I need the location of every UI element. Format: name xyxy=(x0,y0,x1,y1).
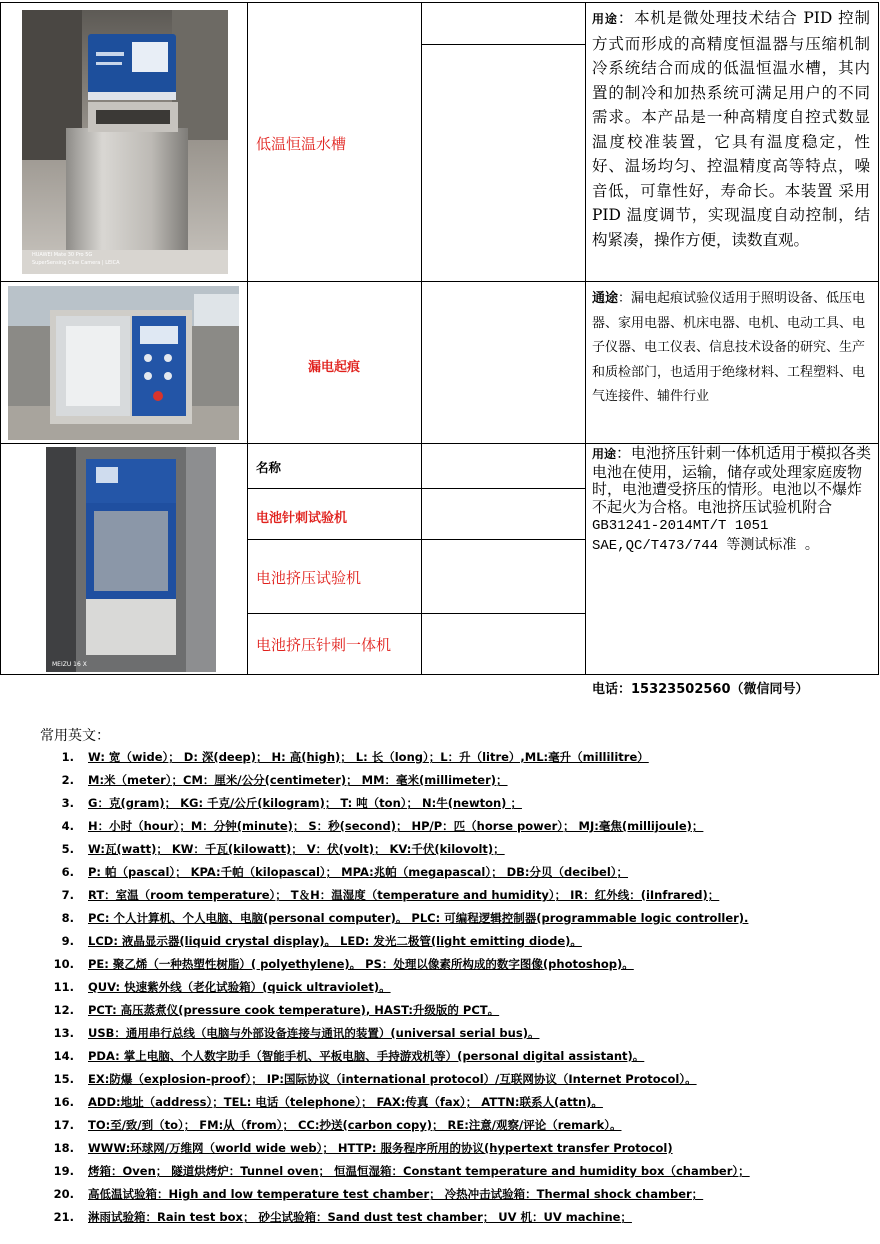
table-border-left xyxy=(0,2,1,675)
vocab-item xyxy=(30,907,870,930)
vocab-item xyxy=(30,861,870,884)
vocab-item xyxy=(30,1137,870,1160)
vocab-text: W: 宽（wide）； D: 深(deep)； H: 高(high)； L: 长（long）；L：升（litre）,ML:毫升（millilitre） xyxy=(88,750,649,764)
vocab-number: 9. xyxy=(61,934,74,948)
vocab-text: W:瓦(watt)； KW：千瓦(kilowatt)； V：伏(volt)； KV:千伏(kilovolt)； xyxy=(88,842,505,856)
vocab-item xyxy=(30,953,870,976)
table-border-right xyxy=(878,2,879,675)
photo-watermark: MEIZU 16 X xyxy=(52,661,87,668)
vocab-number: 18. xyxy=(53,1141,74,1155)
vocab-text: WWW:环球网/万维网（world wide web）； HTTP: 服务程序所用的协议(hypertext transfer Protocol) xyxy=(88,1141,673,1155)
desc-label: 通途 xyxy=(592,291,619,306)
vocab-item xyxy=(30,1022,870,1045)
product-photo-battery-tester xyxy=(46,447,216,672)
standard-line: GB31241-2014MT/T 1051 xyxy=(592,518,769,534)
vocab-text: P: 帕（pascal）； KPA:千帕（kilopascal）； MPA:兆帕（megapascal）； DB:分贝（decibel）； xyxy=(88,865,629,879)
photo-watermark: HUAWEI Mate 30 Pro 5G xyxy=(32,252,93,258)
desc-label: 用途 xyxy=(592,447,617,461)
sub-divider xyxy=(247,539,585,540)
vocab-text: PDA: 掌上电脑、个人数字助手（智能手机、平板电脑、手持游戏机等）(personal digital assistant)。 xyxy=(88,1049,645,1063)
desc-label: 用途 xyxy=(592,12,618,26)
row-divider xyxy=(0,281,878,282)
vocab-text: PE: 聚乙烯（一种热塑性树脂）( polyethylene)。 PS：处理以像素所构成的数字图像(photoshop)。 xyxy=(88,957,634,971)
vocab-text: H：小时（hour）；M：分钟(minute)； S：秒(second)； HP/P：匹（horse power）； MJ:毫焦(millijoule)； xyxy=(88,819,704,833)
vocab-item xyxy=(30,792,870,815)
vocab-text: 淋雨试验箱：Rain test box； 砂尘试验箱：Sand dust test chamber； UV 机：UV machine； xyxy=(88,1210,632,1224)
section-title: 常用英文： xyxy=(40,728,110,744)
phone-number: 电话：15323502560（微信同号） xyxy=(592,682,809,697)
vocab-number: 21. xyxy=(53,1210,74,1224)
vocab-number: 2. xyxy=(61,773,74,787)
vocab-item xyxy=(30,884,870,907)
vocab-number: 3. xyxy=(61,796,74,810)
table-border-top xyxy=(0,2,878,3)
vocab-item xyxy=(30,1114,870,1137)
vocab-number: 13. xyxy=(53,1026,74,1040)
sub-divider xyxy=(247,488,585,489)
vocab-item xyxy=(30,1206,870,1229)
product-name: 电池针刺试验机 xyxy=(256,511,348,526)
vocab-text: USB：通用串行总线（电脑与外部设备连接与通讯的装置）(universal serial bus)。 xyxy=(88,1026,540,1040)
vocab-text: TO:至/致/到（to）； FM:从（from）； CC:抄送(carbon copy)； RE:注意/观察/评论（remark）。 xyxy=(88,1118,622,1132)
vocab-item xyxy=(30,1183,870,1206)
vocab-item xyxy=(30,769,870,792)
product-name: 电池挤压针刺一体机 xyxy=(256,636,392,654)
vocab-item xyxy=(30,1068,870,1091)
vocab-text: PCT: 高压蒸煮仪(pressure cook temperature), HAST:升级版的 PCT。 xyxy=(88,1003,500,1017)
vocab-list xyxy=(30,746,870,1229)
vocab-text: ADD:地址（address）；TEL: 电话（telephone）； FAX:传真（fax）； ATTN:联系人(attn)。 xyxy=(88,1095,603,1109)
vocab-item xyxy=(30,1091,870,1114)
vocab-text: G：克(gram)； KG: 千克/公斤(kilogram)； T: 吨（ton）； N:牛(newton) ； xyxy=(88,796,522,810)
vocab-text: RT：室温（room temperature）； T＆H：温湿度（temperature and humidity）； IR：红外线：(iInfrared)； xyxy=(88,888,720,902)
vocab-number: 15. xyxy=(53,1072,74,1086)
vocab-text: 高低温试验箱：High and low temperature test chamber； 冷热冲击试验箱：Thermal shock chamber； xyxy=(88,1187,704,1201)
vocab-text: LCD: 液晶显示器(liquid crystal display)。 LED: 发光二极管(light emitting diode)。 xyxy=(88,934,582,948)
vocab-number: 1. xyxy=(61,750,74,764)
name-header: 名称 xyxy=(256,460,282,475)
product-name: 漏电起痕 xyxy=(308,360,361,375)
vocab-text: M:米（meter）；CM：厘米/公分(centimeter)； MM：毫米(millimeter)； xyxy=(88,773,508,787)
vocab-number: 20. xyxy=(53,1187,74,1201)
product-name: 电池挤压试验机 xyxy=(256,569,362,587)
vocab-number: 16. xyxy=(53,1095,74,1109)
vocab-item xyxy=(30,746,870,769)
vocab-number: 7. xyxy=(61,888,74,902)
vocab-item xyxy=(30,976,870,999)
table-border-bottom xyxy=(0,674,878,675)
product-photo-water-bath xyxy=(22,10,228,274)
vocab-number: 17. xyxy=(53,1118,74,1132)
vocab-text: PC: 个人计算机、个人电脑、电脑(personal computer)。 PLC: 可编程逻辑控制器(programmable logic controller). xyxy=(88,911,749,925)
col-divider xyxy=(247,2,248,675)
vocab-item xyxy=(30,1045,870,1068)
product-description xyxy=(592,287,872,410)
vocab-number: 5. xyxy=(61,842,74,856)
col-divider xyxy=(585,2,586,675)
vocab-item xyxy=(30,999,870,1022)
vocab-item xyxy=(30,930,870,953)
product-description xyxy=(592,445,874,555)
vocab-number: 10. xyxy=(53,957,74,971)
vocab-number: 12. xyxy=(53,1003,74,1017)
vocab-item xyxy=(30,1160,870,1183)
vocab-number: 19. xyxy=(53,1164,74,1178)
vocab-text: 烤箱：Oven； 隧道烘烤炉：Tunnel oven； 恒温恒湿箱：Constant temperature and humidity box（chamber）； xyxy=(88,1164,750,1178)
vocab-number: 11. xyxy=(53,980,74,994)
vocab-text: EX:防爆（explosion-proof）； IP:国际协议（international protocol）/互联网协议（Internet Protocol）。 xyxy=(88,1072,697,1086)
svg-text:SuperSensing Cine Camera | LEI: SuperSensing Cine Camera | LEICA xyxy=(32,260,120,266)
vocab-item xyxy=(30,838,870,861)
desc-text: ：本机是微处理技术结合 PID 控制方式而形成的高精度恒温器与压缩机制冷系统结合而成的低温恒温水槽，其内置的制冷和加热系统可满足用户的不同需求。本产品是一种高精度自控式数显温度校准装置，它具有温度稳定，性好、温场均匀、控温精度高等特点，噪音低，可靠性好，寿命长。本装置 采用 PID 温度调节，实现温度自动控制，结构紧凑，操作方便，读数直观。 xyxy=(592,9,870,249)
col-divider xyxy=(421,2,422,675)
product-name: 低温恒温水槽 xyxy=(256,135,347,153)
vocab-number: 4. xyxy=(61,819,74,833)
vocab-number: 8. xyxy=(61,911,74,925)
vocab-number: 14. xyxy=(53,1049,74,1063)
vocab-number: 6. xyxy=(61,865,74,879)
product-photo-tracking-tester xyxy=(8,286,239,440)
desc-text: ：漏电起痕试验仪适用于照明设备、低压电器、家用电器、机床电器、电机、电动工具、电子仪器、电工仪表、信息技术设备的研究、生产和质检部门，也适用于绝缘材料、工程塑料、电气连接件、辅件行业 xyxy=(592,291,866,404)
desc-text: ：电池挤压针刺一体机适用于模拟各类电池在使用，运输，储存或处理家庭废物时，电池遭受挤压的情形。电池以不爆炸不起火为合格。电池挤压试验机附合 xyxy=(592,444,872,516)
vocab-text: QUV: 快速紫外线（老化试验箱）(quick ultraviolet)。 xyxy=(88,980,391,994)
standard-line: SAE,QC/T473/744 等测试标准 。 xyxy=(592,537,819,554)
sub-divider xyxy=(247,613,585,614)
vocab-item xyxy=(30,815,870,838)
sub-divider xyxy=(421,44,585,45)
product-description xyxy=(592,6,870,252)
